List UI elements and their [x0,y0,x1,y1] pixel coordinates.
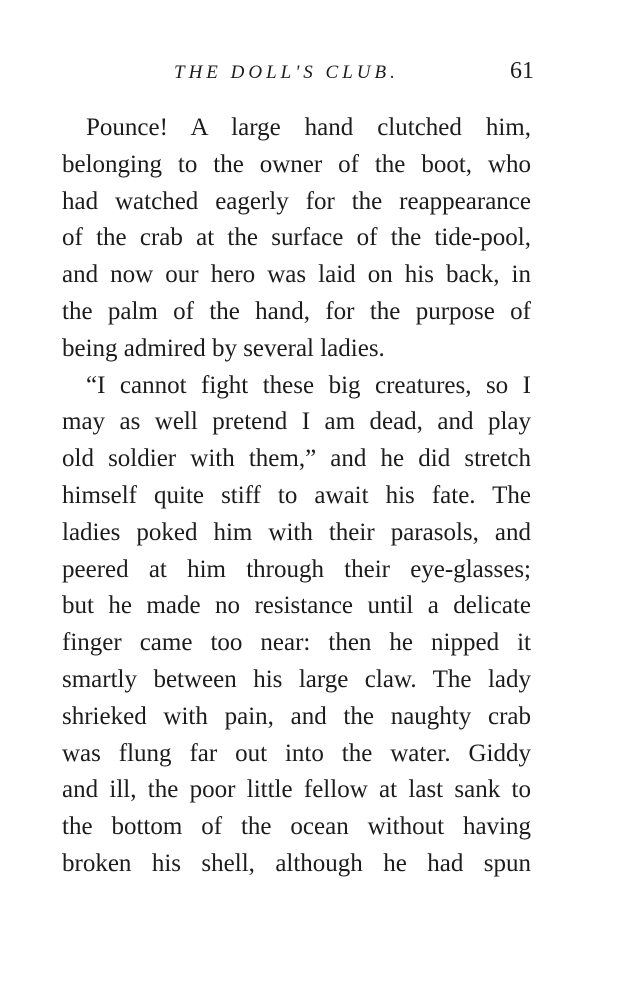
text-line: old soldier with them,” and he did stretch [62,445,531,473]
text-line: being admired by several ladies. [62,334,385,362]
text-line: of the crab at the surface of the tide-pool, [62,224,531,252]
running-title: THE DOLL'S CLUB. [174,62,399,83]
text-line: and ill, the poor little fellow at last sank to [62,776,531,804]
text-line: the palm of the hand, for the purpose of [62,297,531,325]
text-line: ladies poked him with their parasols, and [62,518,531,546]
paragraph-1 [62,110,531,368]
text-line: finger came too near: then he nipped it [62,629,531,657]
text-line: was flung far out into the water. Giddy [62,739,531,767]
text-line: broken his shell, although he had spun [62,849,531,877]
page-number: 61 [510,58,534,84]
text-line: belonging to the owner of the boot, who [62,150,531,178]
text-line: the bottom of the ocean without having [62,813,531,841]
body-text [62,110,531,883]
paragraph-2 [62,368,531,883]
text-line: smartly between his large claw. The lady [62,665,531,693]
text-line: and now our hero was laid on his back, in [62,261,531,289]
page-header [62,58,534,98]
text-line: “I cannot fight these big creatures, so I [86,371,531,399]
text-line: peered at him through their eye-glasses; [62,555,531,583]
text-line: himself quite stiff to await his fate. The [62,481,531,509]
text-line: but he made no resistance until a delicate [62,592,531,620]
text-line: may as well pretend I am dead, and play [62,408,531,436]
text-line: shrieked with pain, and the naughty crab [62,702,531,730]
text-line: had watched eagerly for the reappearance [62,187,531,215]
text-line: Pounce! A large hand clutched him, [86,114,531,141]
